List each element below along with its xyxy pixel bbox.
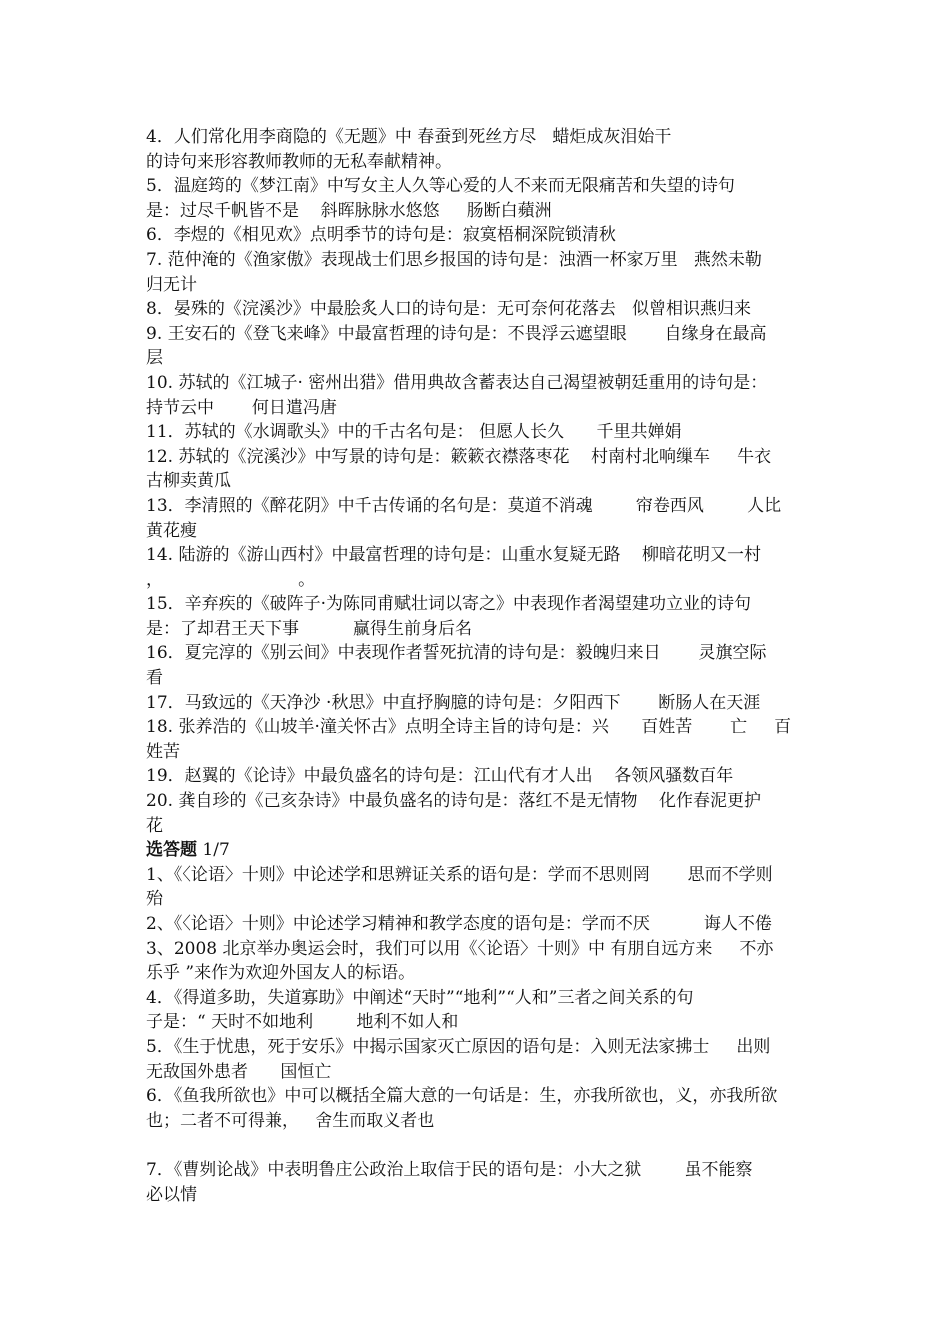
text-line: 必以情 bbox=[146, 1184, 197, 1205]
text-line: 4．《得道多助，失道寡助》中阐述“天时”“地利”“人和”三者之间关系的句 bbox=[146, 987, 694, 1008]
text-line: ， 。 bbox=[146, 569, 316, 590]
text-line: 6．《鱼我所欲也》中可以概括全篇大意的一句话是：生，亦我所欲也，义，亦我所欲 bbox=[146, 1086, 778, 1107]
text-line: 黄花瘦 bbox=[146, 520, 197, 541]
text-line: 7. 范仲淹的《渔家傲》表现战士们思乡报国的诗句是：浊酒一杯家万里 燕然未勒 bbox=[146, 249, 762, 270]
text-line: 19．赵翼的《论诗》中最负盛名的诗句是：江山代有才人出 各领风骚数百年 bbox=[146, 766, 734, 787]
text-line bbox=[146, 1133, 816, 1158]
text-line: 16．夏完淳的《别云间》中表现作者誓死抗清的诗句是：毅魄归来日 灵旗空际 bbox=[146, 643, 767, 664]
text-line: 18. 张养浩的《山坡羊·潼关怀古》点明全诗主旨的诗句是：兴 百姓苦 亡 百 bbox=[146, 717, 792, 738]
prose-quotes-section bbox=[146, 863, 816, 1207]
text-line: 子是：“ 天时不如地利 地利不如人和 bbox=[146, 1012, 459, 1033]
text-line: 层 bbox=[146, 348, 163, 369]
text-line: 无敌国外患者 国恒亡 bbox=[146, 1061, 332, 1082]
text-line: 是：了却君王天下事 赢得生前身后名 bbox=[146, 618, 473, 639]
document-page bbox=[146, 125, 816, 1207]
text-line: 也；二者不可得兼， 舍生而取义者也 bbox=[146, 1110, 435, 1131]
text-line: 15．辛弃疾的《破阵子·为陈同甫赋壮词以寄之》中表现作者渴望建功立业的诗句 bbox=[146, 594, 752, 615]
text-line: 4．人们常化用李商隐的《无题》中 春蚕到死丝方尽 蜡炬成灰泪始干 bbox=[146, 127, 672, 147]
text-line: 5．《生于忧患，死于安乐》中揭示国家灭亡原因的语句是：入则无法家拂士 出则 bbox=[146, 1036, 771, 1057]
text-line: 古柳卖黄瓜 bbox=[146, 471, 231, 492]
text-line: 花 bbox=[146, 815, 163, 836]
text-line: 1、《〈论语〉十则》中论述学和思辨证关系的语句是：学而不思则罔 思而不学则 bbox=[146, 864, 773, 885]
text-line: 的诗句来形容教师教师的无私奉献精神。 bbox=[146, 151, 452, 172]
text-line: 持节云中 何日遣冯唐 bbox=[146, 397, 337, 418]
text-line: 6．李煜的《相见欢》点明季节的诗句是：寂寞梧桐深院锁清秋 bbox=[146, 225, 616, 246]
text-line: 7．《曹刿论战》中表明鲁庄公政治上取信于民的语句是：小大之狱 虽不能察 bbox=[146, 1159, 753, 1180]
text-line: 8．晏殊的《浣溪沙》中最脍炙人口的诗句是：无可奈何花落去 似曾相识燕归来 bbox=[146, 299, 752, 320]
text-line: 20. 龚自珍的《己亥杂诗》中最负盛名的诗句是：落红不是无情物 化作春泥更护 bbox=[146, 791, 762, 812]
section-heading bbox=[146, 838, 816, 863]
heading-page-fraction: 1/7 bbox=[197, 840, 230, 861]
text-line: 10. 苏轼的《江城子· 密州出猎》借用典故含蓄表达自己渴望被朝廷重用的诗句是： bbox=[146, 372, 768, 393]
text-line: 归无计 bbox=[146, 274, 197, 295]
text-line: 14. 陆游的《游山西村》中最富哲理的诗句是：山重水复疑无路 柳暗花明又一村 bbox=[146, 545, 762, 566]
heading-label: 选答题 bbox=[146, 840, 197, 861]
text-line: 看 bbox=[146, 668, 163, 689]
text-line: 9. 王安石的《登飞来峰》中最富哲理的诗句是：不畏浮云遮望眼 自缘身在最高 bbox=[146, 323, 767, 344]
text-line: 17．马致远的《天净沙 ·秋思》中直抒胸臆的诗句是：夕阳西下 断肠人在天涯 bbox=[146, 692, 761, 713]
text-line: 乐乎 ”来作为欢迎外国友人的标语。 bbox=[146, 963, 416, 984]
text-line: 11．苏轼的《水调歌头》中的千古名句是： 但愿人长久 千里共婵娟 bbox=[146, 422, 682, 443]
poem-quotes-section bbox=[146, 125, 816, 838]
text-line: 13．李清照的《醉花阴》中千古传诵的名句是：莫道不消魂 帘卷西风 人比 bbox=[146, 495, 782, 516]
text-line: 5．温庭筠的《梦江南》中写女主人久等心爱的人不来而无限痛苦和失望的诗句 bbox=[146, 176, 735, 197]
text-line: 2、《〈论语〉十则》中论述学习精神和教学态度的语句是：学而不厌 诲人不倦 bbox=[146, 914, 772, 934]
text-line: 12. 苏轼的《浣溪沙》中写景的诗句是：簌簌衣襟落枣花 村南村北响缫车 牛衣 bbox=[146, 446, 772, 467]
text-line: 是：过尽千帆皆不是 斜晖脉脉水悠悠 肠断白蘋洲 bbox=[146, 200, 552, 221]
text-line: 姓苦 bbox=[146, 741, 180, 762]
text-line: 3、2008 北京举办奥运会时，我们可以用《〈论语〉十则》中 有朋自远方来 不亦 bbox=[146, 938, 774, 959]
text-line: 殆 bbox=[146, 889, 163, 910]
